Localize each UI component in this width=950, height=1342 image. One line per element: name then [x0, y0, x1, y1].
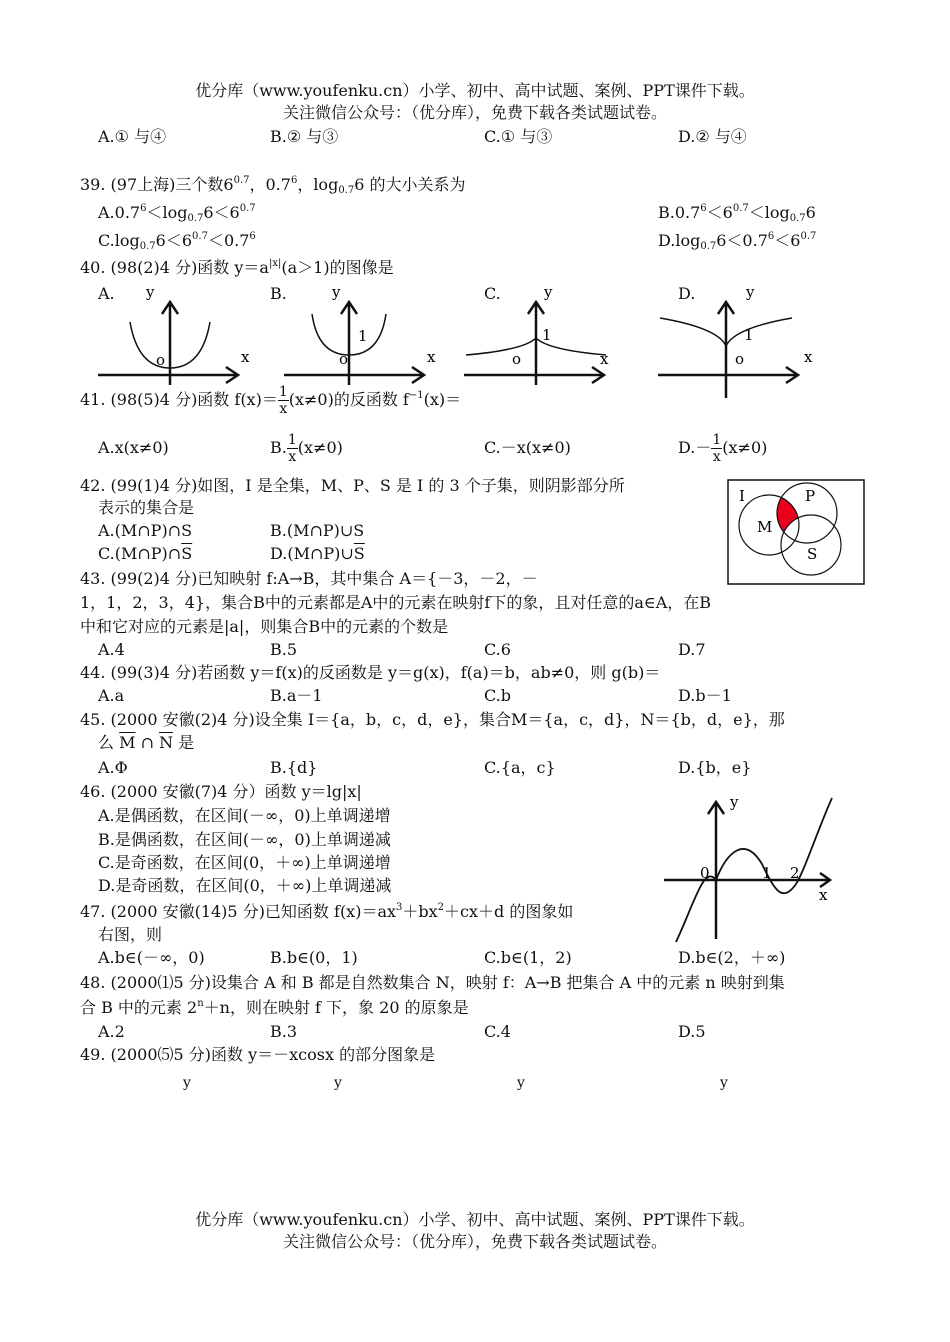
- q45-option-c: C.{a，c}: [484, 758, 556, 777]
- zero-label: 0: [700, 864, 710, 882]
- q44-option-d: D.b－1: [678, 686, 732, 705]
- q40-stem: 40. (98(2)4 分)函数 $y=a^{|x|}(a>1)$的图像是: [80, 258, 394, 277]
- x-label: x: [804, 348, 813, 366]
- q49-graph-c-y-label: y: [517, 1075, 525, 1091]
- q39-option-b: $B.0.7^6<6^{0.7}<\log_{0.7}6$: [658, 203, 816, 224]
- q41-option-d: D.－ $\frac{1}{x}$ (x≠0): [678, 432, 768, 465]
- one-label: 1: [358, 327, 368, 345]
- q43-option-d: D.7: [678, 640, 706, 659]
- q41-option-a: A.x(x≠0): [98, 438, 169, 457]
- q47-line-1: 47. (2000 安徽(14)5 分)已知函数 $f(x)=ax^3+bx^2+cx+d$ 的图象如: [80, 902, 574, 921]
- q42-venn-diagram: [727, 479, 865, 585]
- q42-option-d: $D.(M\cap P)\cup\overline{S}$: [270, 544, 365, 563]
- q47-cubic-graph: [664, 794, 844, 944]
- q48-option-c: C.4: [484, 1022, 511, 1041]
- q48-option-b: B.3: [270, 1022, 298, 1041]
- q49-graph-b-y-label: y: [334, 1075, 342, 1091]
- q43-option-b: B.5: [270, 640, 298, 659]
- q43-line-3: 中和它对应的元素是|a|，则集合B中的元素的个数是: [80, 617, 449, 636]
- q48-line-1: 48. (2000⑴5 分)设集合 A 和 B 都是自然数集合 N，映射 f：A→B 把集合 A 中的元素 n 映射到集: [80, 973, 785, 992]
- q42-line-1: 42. (99(1)4 分)如图，I 是全集，M、P、S 是 I 的 3 个子集，则阴影部分所: [80, 476, 625, 495]
- label-m: M: [757, 518, 773, 536]
- q47-option-c: C.b∈(1，2): [484, 948, 572, 967]
- q40-graph-d: [658, 280, 828, 400]
- q44-line-1: 44. (99(3)4 分)若函数 y＝f(x)的反函数是 y＝g(x)，f(a)＝b，ab≠0，则 g(b)＝: [80, 663, 661, 682]
- q40-graph-a: [98, 280, 268, 390]
- y-label: y: [730, 794, 739, 811]
- q46-option-b: B.是偶函数，在区间(－∞，0)上单调递减: [98, 830, 391, 849]
- y-label: y: [146, 283, 155, 301]
- fraction: $\frac{1}{x}$: [278, 384, 288, 417]
- q48-option-a: A.2: [98, 1022, 125, 1041]
- y-label: y: [544, 283, 553, 301]
- q41-stem: 41. (98(5)4 分)函数 f(x)＝ $\frac{1}{x}$ (x≠0)的反函数 $f^{-1}(x)=$: [80, 384, 462, 417]
- y-label: y: [332, 283, 341, 301]
- q45-option-a: A.Φ: [98, 758, 128, 777]
- x-label: x: [600, 350, 609, 368]
- x-label: x: [427, 348, 436, 366]
- q38-option-d: D.② 与④: [678, 127, 747, 146]
- one-label: 1: [542, 326, 552, 344]
- q49-graph-d-y-label: y: [720, 1075, 728, 1091]
- two-label: 2: [790, 864, 800, 882]
- q38-option-b: B.② 与③: [270, 127, 339, 146]
- q45-line-1: 45. (2000 安徽(2)4 分)设全集 I＝{a，b，c，d，e}，集合M＝{a，c，d}，N＝{b，d，e}，那: [80, 710, 785, 729]
- q40-label-c: C.: [484, 284, 501, 303]
- header-line-1: 优分库（www.youfenku.cn）小学、初中、高中试题、案例、PPT课件下载。: [195, 81, 755, 100]
- origin-label: o: [735, 350, 745, 368]
- label-p: P: [805, 487, 816, 505]
- one-label: 1: [744, 326, 754, 344]
- y-label: y: [746, 283, 755, 301]
- q40-label-a: A.: [98, 284, 115, 303]
- footer-line-2: 关注微信公众号：（优分库），免费下载各类试题试卷。: [282, 1232, 667, 1251]
- q43-line-1: 43. (99(2)4 分)已知映射 f:A→B，其中集合 A＝{－3，－2，－: [80, 569, 538, 588]
- q48-line-2: 合 B 中的元素 $2^n+n$，则在映射 f 下，象 20 的原象是: [80, 998, 469, 1017]
- q42-option-a: A.(M∩P)∩S: [98, 521, 193, 540]
- q43-option-c: C.6: [484, 640, 511, 659]
- x-label: x: [241, 348, 250, 366]
- q47-option-a: A.b∈(－∞，0): [98, 948, 205, 967]
- q40-label-b: B.: [270, 284, 287, 303]
- q39-option-a: $A.0.7^6<\log_{0.7}6<6^{0.7}$: [98, 203, 256, 224]
- x-label: x: [819, 886, 828, 904]
- origin-label: o: [156, 351, 166, 369]
- q44-option-c: C.b: [484, 686, 511, 705]
- q46-line-1: 46. (2000 安徽(7)4 分）函数 y＝lg|x|: [80, 782, 362, 801]
- q40-graph-c: [464, 280, 634, 390]
- q39-stem: 39. (97上海)三个数$6^{0.7}$，$0.7^6$，$\log_{0.7}6$ 的大小关系为: [80, 175, 466, 196]
- q42-line-2: 表示的集合是: [98, 498, 195, 517]
- q38-option-c: C.① 与③: [484, 127, 553, 146]
- q40-label-d: D.: [678, 284, 696, 303]
- q41-option-b: B. $\frac{1}{x}$ (x≠0): [270, 432, 343, 465]
- q47-line-2: 右图，则: [98, 925, 163, 944]
- q48-option-d: D.5: [678, 1022, 706, 1041]
- q47-option-d: D.b∈(2，＋∞): [678, 948, 786, 967]
- q44-option-a: A.a: [98, 686, 125, 705]
- q39-option-c: $C.\log_{0.7}6<6^{0.7}<0.7^6$: [98, 231, 256, 252]
- label-i: I: [739, 487, 745, 505]
- label-s: S: [807, 545, 818, 563]
- q44-option-b: B.a－1: [270, 686, 323, 705]
- q40-graph-b: [284, 280, 454, 390]
- footer-line-1: 优分库（www.youfenku.cn）小学、初中、高中试题、案例、PPT课件下载。: [195, 1210, 755, 1229]
- q42-option-b: B.(M∩P)∪S: [270, 521, 365, 540]
- one-label: 1: [762, 864, 772, 882]
- header-line-2: 关注微信公众号：（优分库），免费下载各类试题试卷。: [282, 103, 667, 122]
- q46-option-d: D.是奇函数，在区间(0，＋∞)上单调递减: [98, 876, 392, 895]
- q45-line-2: 么 $\overline{M}$ ∩ $\overline{N}$ 是: [98, 733, 195, 752]
- origin-label: o: [339, 350, 349, 368]
- q43-option-a: A.4: [98, 640, 125, 659]
- q45-option-b: B.{d}: [270, 758, 318, 777]
- q46-option-c: C.是奇函数，在区间(0，＋∞)上单调递增: [98, 853, 391, 872]
- q38-option-a: A.① 与④: [98, 127, 167, 146]
- q46-option-a: A.是偶函数，在区间(－∞，0)上单调递增: [98, 806, 391, 825]
- q49-graph-a-y-label: y: [183, 1075, 191, 1091]
- q41-option-c: C.－x(x≠0): [484, 438, 571, 457]
- origin-label: o: [512, 350, 522, 368]
- q45-option-d: D.{b，e}: [678, 758, 752, 777]
- q42-option-c: $C.(M\cap P)\cap\overline{S}$: [98, 544, 193, 563]
- q39-option-d: $D.\log_{0.7}6<0.7^6<6^{0.7}$: [658, 231, 817, 252]
- q49-line-1: 49. (2000⑸5 分)函数 y＝－xcosx 的部分图象是: [80, 1045, 436, 1064]
- q47-option-b: B.b∈(0，1): [270, 948, 358, 967]
- q43-line-2: 1，1，2，3，4}，集合B中的元素都是A中的元素在映射f下的象，且对任意的a∈A，在B: [80, 593, 712, 612]
